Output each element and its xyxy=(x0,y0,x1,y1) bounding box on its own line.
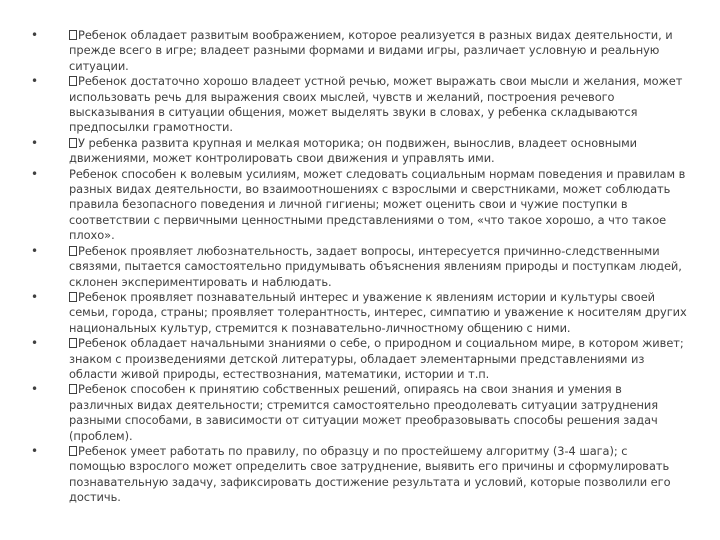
bullet-paragraph xyxy=(69,444,687,506)
bullet-list xyxy=(0,28,720,506)
bullet-icon: • xyxy=(31,166,39,181)
bullet-text: Ребенок способен к волевым усилиям, может следовать социальным нормам поведения и правилам в разных видах деятельности, во взаимоотношениях с взрослыми и сверстниками, может соблюдать правила безопасного поведения и личной гигиены; может оценить свои и чужие поступки в соответствии с первичными ценностными представлениями о том, «что такое хорошо, а что такое плохо». xyxy=(69,166,686,243)
checkbox-square-icon xyxy=(69,76,77,86)
list-item xyxy=(0,244,720,290)
checkbox-square-icon xyxy=(69,338,77,348)
bullet-icon: • xyxy=(31,336,39,351)
bullet-paragraph xyxy=(69,336,687,382)
bullet-paragraph xyxy=(69,28,687,74)
checkbox-square-icon xyxy=(69,292,77,302)
bullet-text: Ребенок обладает развитым воображением, которое реализуется в разных видах деятельности, и прежде всего в игре; владеет разными формами и видами игры, различает условную и реальную ситуации. xyxy=(69,28,673,73)
list-item xyxy=(0,28,720,74)
list-item xyxy=(0,336,720,382)
bullet-text: Ребенок умеет работать по правилу, по образцу и по простейшему алгоритму (3-4 шага); с помощью взрослого может определить свое затруднение, выявить его причины и сформулировать познавательную задачу, зафиксировать достижение результата и условий, которые позволили его достичь. xyxy=(69,443,671,505)
bullet-paragraph xyxy=(69,382,687,444)
bullet-text: Ребенок обладает начальными знаниями о себе, о природном и социальном мире, в котором живет; знаком с произведениями детской литературы, обладает элементарными представлениями из области живой природы, естествознания, математики, истории и т.п. xyxy=(69,336,684,381)
bullet-icon: • xyxy=(31,443,39,458)
checkbox-square-icon xyxy=(69,246,77,256)
bullet-text: Ребенок проявляет любознательность, задает вопросы, интересуется причинно-следственными связями, пытается самостоятельно придумывать объяснения явлениям природы и поступкам людей, склонен экспериментировать и наблюдать. xyxy=(69,243,682,289)
bullet-text: У ребенка развита крупная и мелкая моторика; он подвижен, вынослив, владеет основными движениями, может контролировать свои движения и управлять ими. xyxy=(69,135,638,166)
bullet-paragraph xyxy=(69,290,687,336)
bullet-icon: • xyxy=(31,382,39,397)
bullet-icon: • xyxy=(31,74,39,89)
list-item xyxy=(0,136,720,167)
bullet-icon: • xyxy=(31,135,39,150)
bullet-text: Ребенок достаточно хорошо владеет устной речью, может выражать свои мысли и желания, может использовать речь для выражения своих мыслей, чувств и желаний, построения речевого высказывания в ситуации общения, может выделять звуки в словах, у ребенка складываются предпосылки грамотности. xyxy=(69,74,683,135)
checkbox-square-icon xyxy=(69,384,77,394)
bullet-paragraph xyxy=(69,136,687,167)
bullet-paragraph xyxy=(69,167,687,244)
list-item xyxy=(0,444,720,506)
list-item xyxy=(0,167,720,244)
bullet-text: Ребенок способен к принятию собственных решений, опираясь на свои знания и умения в различных видах деятельности; стремится самостоятельно преодолевать ситуации затруднения разными способами, в зависимости от ситуации может преобразовывать способы решения задач (проблем). xyxy=(69,382,658,443)
bullet-icon: • xyxy=(31,243,39,258)
list-item xyxy=(0,74,720,136)
list-item xyxy=(0,382,720,444)
checkbox-square-icon xyxy=(69,138,77,148)
bullet-paragraph xyxy=(69,244,687,290)
bullet-icon: • xyxy=(31,28,39,42)
bullet-text: Ребенок проявляет познавательный интерес и уважение к явлениям истории и культуры своей семьи, города, страны; проявляет толерантность, интерес, симпатию и уважение к носителям других национальных культур, стремится к познавательно-личностному общению с ними. xyxy=(69,289,687,335)
bullet-paragraph xyxy=(69,74,687,136)
checkbox-square-icon xyxy=(69,30,77,40)
checkbox-square-icon xyxy=(69,446,77,456)
list-item xyxy=(0,290,720,336)
bullet-icon: • xyxy=(31,289,39,304)
